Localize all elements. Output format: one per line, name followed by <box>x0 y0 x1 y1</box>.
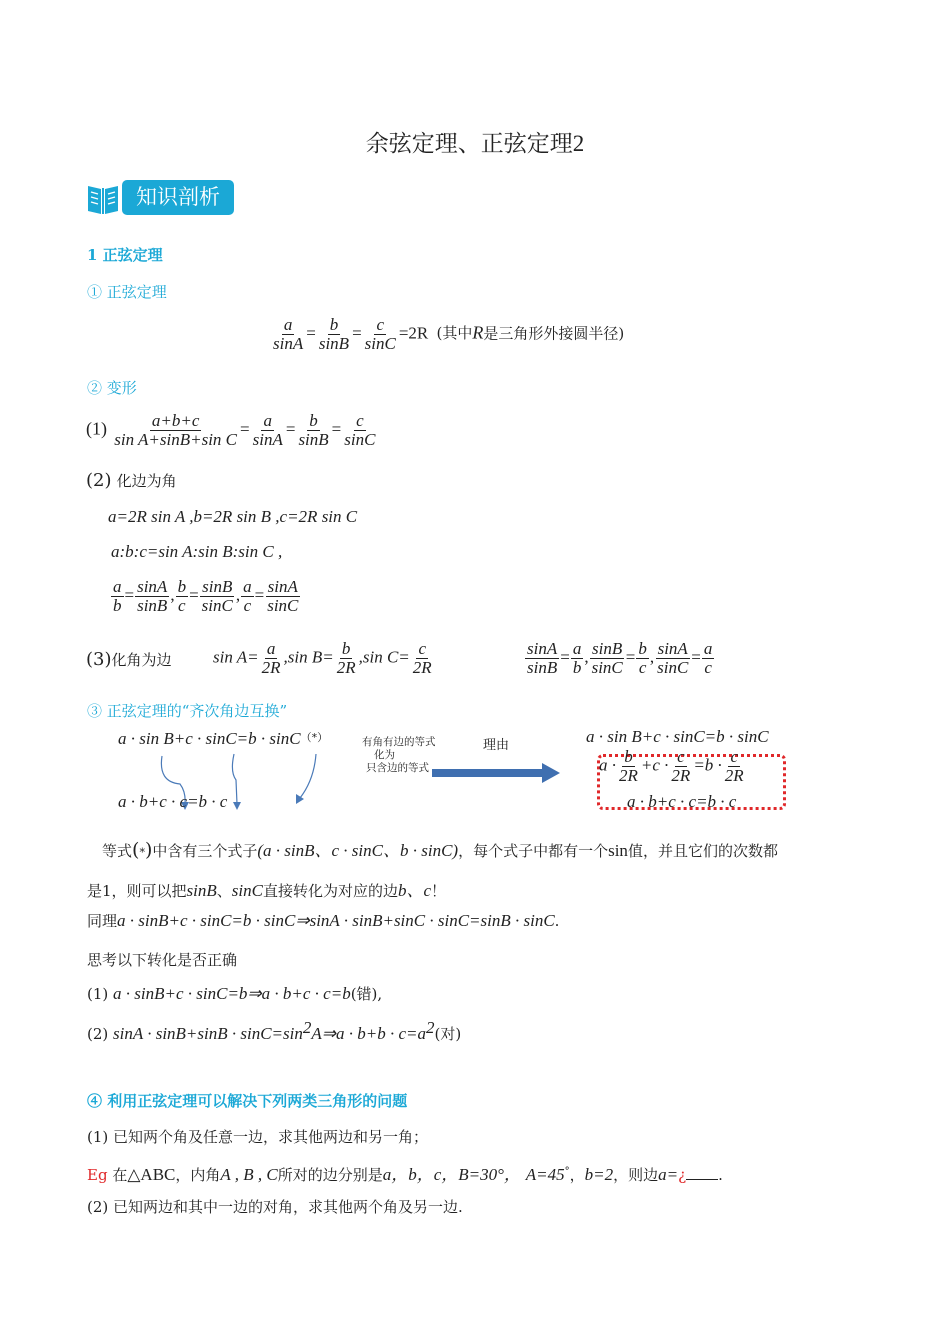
think-item-1: (1) a · sinB+c · sinC=b⇒a · b+c · c=b(错), <box>87 984 383 1003</box>
right-equation-top: a · sin B+c · sinC=b · sinC <box>586 727 769 746</box>
variant-1: (1) $\frac{a+b+c}{\text{sin A+sinB+sin C}}$ = $\frac{a}{\sin A}$ = $\frac{b}{\sin B}$ = $\frac{c}{\sin C}$ <box>86 411 376 449</box>
right-equation-middle: a · $\frac{b}{2R}$ +c · $\frac{c}{2R}$ =b · $\frac{c}{2R}$ <box>599 747 744 785</box>
reason-label: 理由 <box>483 738 510 753</box>
law-of-sines-formula: $\frac{a}{\sin A}$ = $\frac{b}{\sin B}$ = $\frac{c}{\sin C}$ =2R (其中R是三角形外接圆半径) <box>273 315 625 353</box>
right-equation-bottom: a · b+c · c=b · c <box>627 792 737 811</box>
page-title: 余弦定理、正弦定理2 <box>365 131 585 156</box>
explanation-line-1: 等式(*)中含有三个式子(a · sinB、c · sinC、b · sinC)，每个式子中都有一个sin值，并且它们的次数都 <box>102 839 778 861</box>
item2-label: ② 变形 <box>87 379 137 397</box>
right-arrow-icon <box>430 762 562 784</box>
think-item-2: (2) $\sin A \cdot \sin B+\sin B \cdot \sin C=\sin^2A\Rightarrow a \cdot b+b \cdot c=a^2$(对) <box>87 1018 462 1043</box>
variant-2-line1: a=2R sin A ,b=2R sin B ,c=2R sin C <box>108 507 358 526</box>
arrow-note: 有角有边的等式 化为 只含边的等式 <box>362 736 436 774</box>
similarly-line: 同理a · sinB+c · sinC=b · sinC⇒sinA · sinB+sinC · sinC=sinB · sinC. <box>87 911 560 930</box>
explanation-line-2: 是1，则可以把sinB、sinC直接转化为对应的边b、c！ <box>87 881 447 900</box>
variant-3-formula: sin A= $\frac{a}{2R}$ ,sin B= $\frac{b}{2R}$ ,sin C= $\frac{c}{2R}$ <box>213 639 432 677</box>
variant-2-title: (2) 化边为角 <box>86 470 177 491</box>
section-heading: 1 正弦定理 <box>87 246 163 264</box>
case-1: (1) 已知两个角及任意一边，求其他两边和另一角； <box>87 1128 429 1146</box>
variant-2-line2: a:b:c=sin A:sin B:sin C , <box>111 542 283 561</box>
item4-label: ④ 利用正弦定理可以解决下列两类三角形的问题 <box>87 1092 408 1110</box>
homogeneous-equation: a · sin B+c · sinC=b · sinC（*） <box>118 729 329 748</box>
item3-label: ③ 正弦定理的“齐次角边互换” <box>87 702 288 720</box>
item1-label: ① 正弦定理 <box>87 283 167 301</box>
case-2: (2) 已知两边和其中一边的对角，求其他两个角及另一边. <box>87 1198 463 1216</box>
badge-label: 知识剖析 <box>122 180 234 215</box>
sides-equation: a · b+c · c=b · c <box>118 792 228 811</box>
variant-2-ratios: $\frac{a}{b}$ = $\frac{\sin A}{\sin B}$ , $\frac{b}{c}$ = $\frac{\sin B}{\sin C}$ , $\frac{a}{c}$ = $\frac{\sin A}{\sin C}$ <box>113 577 299 615</box>
variant-3-ratios: $\frac{\sin A}{\sin B}$ = $\frac{a}{b}$ , $\frac{\sin B}{\sin C}$ = $\frac{b}{c}$ , $\frac{\sin A}{\sin C}$ = $\frac{a}{c}$ <box>527 639 713 677</box>
example-line: Eg 在△ABC，内角A , B , C所对的边分别是a，b，c，B=30°， A=45°，b=2，则边a=¿ . <box>87 1165 723 1184</box>
think-prompt: 思考以下转化是否正确 <box>87 951 238 969</box>
answer-blank[interactable] <box>686 1167 718 1180</box>
open-book-icon <box>86 180 120 216</box>
variant-3-title: (3)化角为边 <box>86 649 172 670</box>
